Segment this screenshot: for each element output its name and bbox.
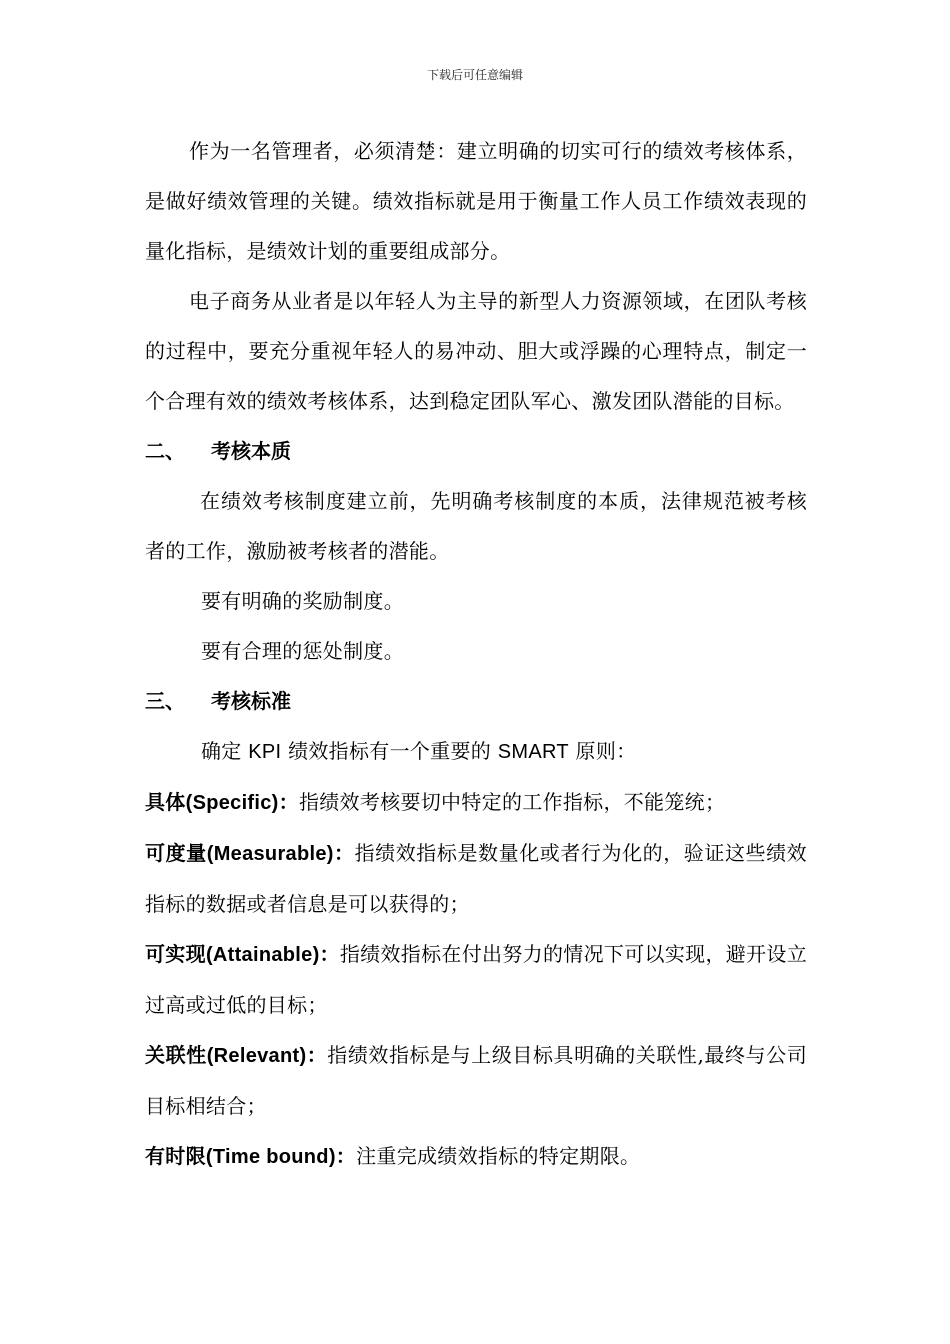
criterion-specific [145, 777, 807, 828]
section-heading-standard [145, 676, 807, 726]
smart-intro [145, 726, 807, 777]
criterion-colon: ： [333, 841, 355, 865]
criterion-term-en: (Relevant) [206, 1045, 307, 1067]
criterion-term-en: (Time bound) [205, 1146, 336, 1168]
intro-paragraph-2: 电子商务从业者是以年轻人为主导的新型人力资源领域，在团队考核的过程中，要充分重视年轻人的易冲动、胆大或浮躁的心理特点，制定一个合理有效的绩效考核体系，达到稳定团队军心、激发团队潜能的目标。 [145, 289, 807, 413]
reward-item: 要有明确的奖励制度。 [201, 589, 404, 613]
section-title: 考核本质 [211, 439, 291, 463]
smart-intro-text: 原则： [568, 739, 637, 763]
criterion-term-en: (Specific) [185, 792, 279, 814]
criterion-term: 可度量 [145, 841, 207, 865]
intro-paragraph-1: 作为一名管理者，必须清楚：建立明确的切实可行的绩效考核体系，是做好绩效管理的关键。绩效指标就是用于衡量工作人员工作绩效表现的量化指标，是绩效计划的重要组成部分。 [145, 139, 807, 263]
criterion-colon: ： [306, 1043, 328, 1067]
kpi-term: KPI [248, 741, 282, 763]
page-header: 下载后可任意编辑 [426, 68, 523, 82]
criterion-term-en: (Measurable) [206, 843, 334, 865]
criterion-colon: ： [319, 942, 340, 966]
criterion-term: 有时限 [145, 1144, 206, 1168]
criterion-desc: 指绩效指标是与上级目标具明确的关联性,最终与公司目标相结合； [145, 1043, 807, 1118]
criterion-desc: 指绩效考核要切中特定的工作指标，不能笼统； [298, 790, 726, 814]
criterion-relevant [145, 1030, 807, 1131]
smart-intro-text: 绩效指标有一个重要的 [281, 739, 498, 763]
section-number: 二、 [145, 439, 185, 463]
document-body [145, 126, 807, 1182]
criterion-attainable [145, 929, 807, 1030]
criterion-colon: ： [335, 1144, 357, 1168]
criterion-term: 可实现 [145, 942, 206, 966]
criterion-desc: 注重完成绩效指标的特定期限。 [356, 1144, 641, 1168]
criterion-desc: 指绩效指标是数量化或者行为化的，验证这些绩效指标的数据或者信息是可以获得的； [145, 841, 807, 916]
smart-term: SMART [497, 741, 569, 763]
criterion-time-bound [145, 1131, 807, 1182]
criterion-term-en: (Attainable) [205, 944, 320, 966]
penalty-item: 要有合理的惩处制度。 [201, 639, 404, 663]
criterion-measurable [145, 828, 807, 929]
criterion-term: 关联性 [145, 1043, 207, 1067]
smart-intro-text: 确定 [201, 739, 249, 763]
criterion-colon: ： [278, 790, 299, 814]
criterion-desc: 指绩效指标在付出努力的情况下可以实现，避开设立过高或过低的目标； [145, 942, 807, 1017]
essence-paragraph: 在绩效考核制度建立前，先明确考核制度的本质，法律规范被考核者的工作，激励被考核者的潜能。 [145, 489, 807, 563]
section-number: 三、 [145, 689, 185, 713]
section-title: 考核标准 [211, 689, 291, 713]
criterion-term: 具体 [145, 790, 186, 814]
section-heading-essence [145, 426, 807, 476]
